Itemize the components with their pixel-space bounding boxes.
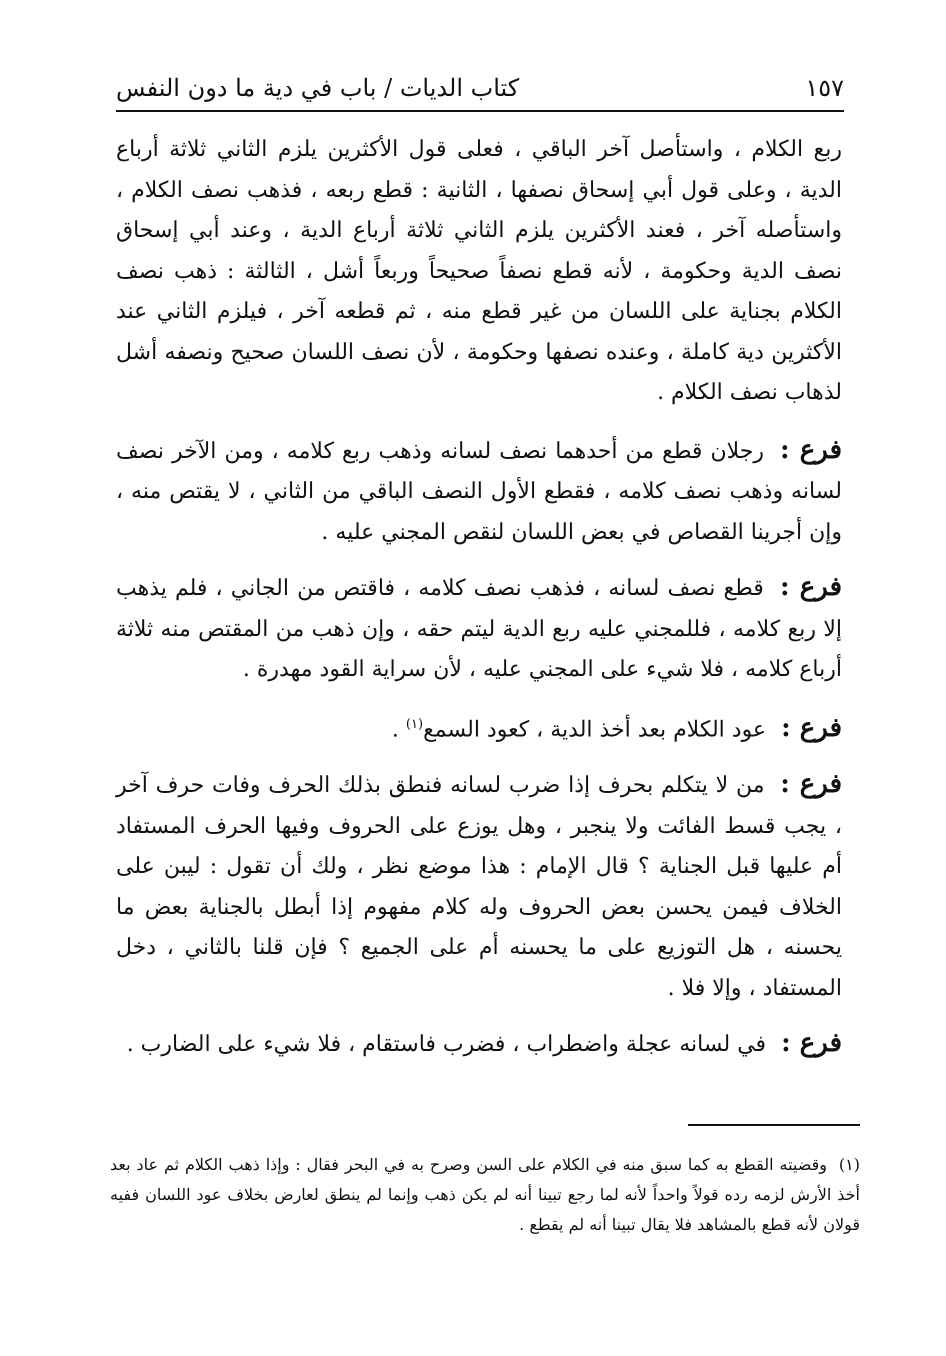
running-header bbox=[116, 66, 844, 112]
far-label: فرع : bbox=[780, 769, 843, 800]
paragraph-text: قطع نصف لسانه ، فذهب نصف كلامه ، فاقتص من الجاني ، فلم يذهب إلا ربع كلامه ، فللمجني عليه ربع الدية ليتم حقه ، وإن ذهب من المقتص منه ثلاثة أرباع كلامه ، فلا شيء على المجني عليه ، لأن سراية القود مهدرة . bbox=[116, 576, 842, 682]
far-label: فرع : bbox=[781, 712, 842, 743]
paragraph-text: من لا يتكلم بحرف إذا ضرب لسانه فنطق بذلك الحرف وفات حرف آخر ، يجب قسط الفائت ولا ينجبر ، وهل يوزع على الحروف وفيها الحرف المستفاد أم عليها قبل الجناية ؟ قال الإمام : هذا موضع نظر ، ولك أن تقول : ليبن على الخلاف فيمن يحسن بعض الحروف وله كلام مفهوم إذا أبطل بالجناية بعض ما يحسنه ، هل التوزيع على ما يحسنه أم على الجميع ؟ فإن قلنا بالثاني ، دخل المستفاد ، وإلا فلا . bbox=[116, 773, 842, 1001]
paragraph-far-4 bbox=[116, 764, 842, 1009]
footnotes bbox=[110, 1150, 860, 1240]
header-title: كتاب الديات / باب في دية ما دون النفس bbox=[116, 74, 520, 102]
paragraph-continuation bbox=[116, 130, 842, 414]
paragraph-far-5 bbox=[116, 1023, 842, 1066]
paragraph-text: رجلان قطع من أحدهما نصف لسانه وذهب ربع كلامه ، ومن الآخر نصف لسانه وذهب نصف كلامه ، فقطع الأول النصف الباقي من الثاني ، لا يقتص منه ، وإن أجرينا القصاص في بعض اللسان لنقص المجني عليه . bbox=[116, 438, 842, 545]
paragraph-far-3 bbox=[116, 705, 842, 751]
paragraph-end: . bbox=[391, 716, 406, 742]
footnote-number: (١) bbox=[838, 1155, 860, 1174]
far-label: فرع : bbox=[779, 572, 842, 602]
paragraph-far-2 bbox=[116, 567, 842, 691]
footnote-divider bbox=[688, 1124, 860, 1126]
paragraph-text: عود الكلام بعد أخذ الدية ، كعود السمع bbox=[423, 716, 767, 742]
page-number: ١٥٧ bbox=[805, 74, 844, 102]
paragraph-text: ربع الكلام ، واستأصل آخر الباقي ، فعلى قول الأكثرين يلزم الثاني ثلاثة أرباع الدية ، وعلى قول أبي إسحاق نصفها ، الثانية : قطع ربعه ، فذهب نصف الكلام ، واستأصله آخر ، فعند الأكثرين يلزم الثاني ثلاثة أرباع الدية ، وعند أبي إسحاق نصف الدية وحكومة ، لأنه قطع نصفاً صحيحاً وربعاً أشل ، الثالثة : ذهب نصف الكلام بجناية على اللسان من غير قطع منه ، ثم قطعه آخر ، فيلزم الثاني عند الأكثرين دية كاملة ، وعنده نصفها وحكومة ، لأن نصف اللسان صحيح ونصفه أشل لذهاب نصف الكلام . bbox=[116, 137, 843, 405]
paragraph-text: في لسانه عجلة واضطراب ، فضرب فاستقام ، فلا شيء على الضارب . bbox=[126, 1032, 767, 1058]
far-label: فرع : bbox=[780, 434, 843, 465]
far-label: فرع : bbox=[781, 1028, 842, 1059]
footnote-text: وقضيته القطع به كما سبق منه في الكلام على السن وصرح به في البحر فقال : وإذا ذهب الكلام ثم عاد بعد أخذ الأرش لزمه رده قولاً واحداً لأنه لما رجع تبينا أنه لم يكن ذهب وإنما لم ينطق لعارض بخلاف عود اللسان ففيه قولان لأنه قطع بالمشاهد فلا يقال تبينا أنه لم يقطع . bbox=[110, 1155, 860, 1234]
main-text bbox=[116, 130, 842, 1080]
footnote-reference[interactable]: (١) bbox=[405, 716, 424, 732]
paragraph-far-1 bbox=[116, 430, 842, 554]
